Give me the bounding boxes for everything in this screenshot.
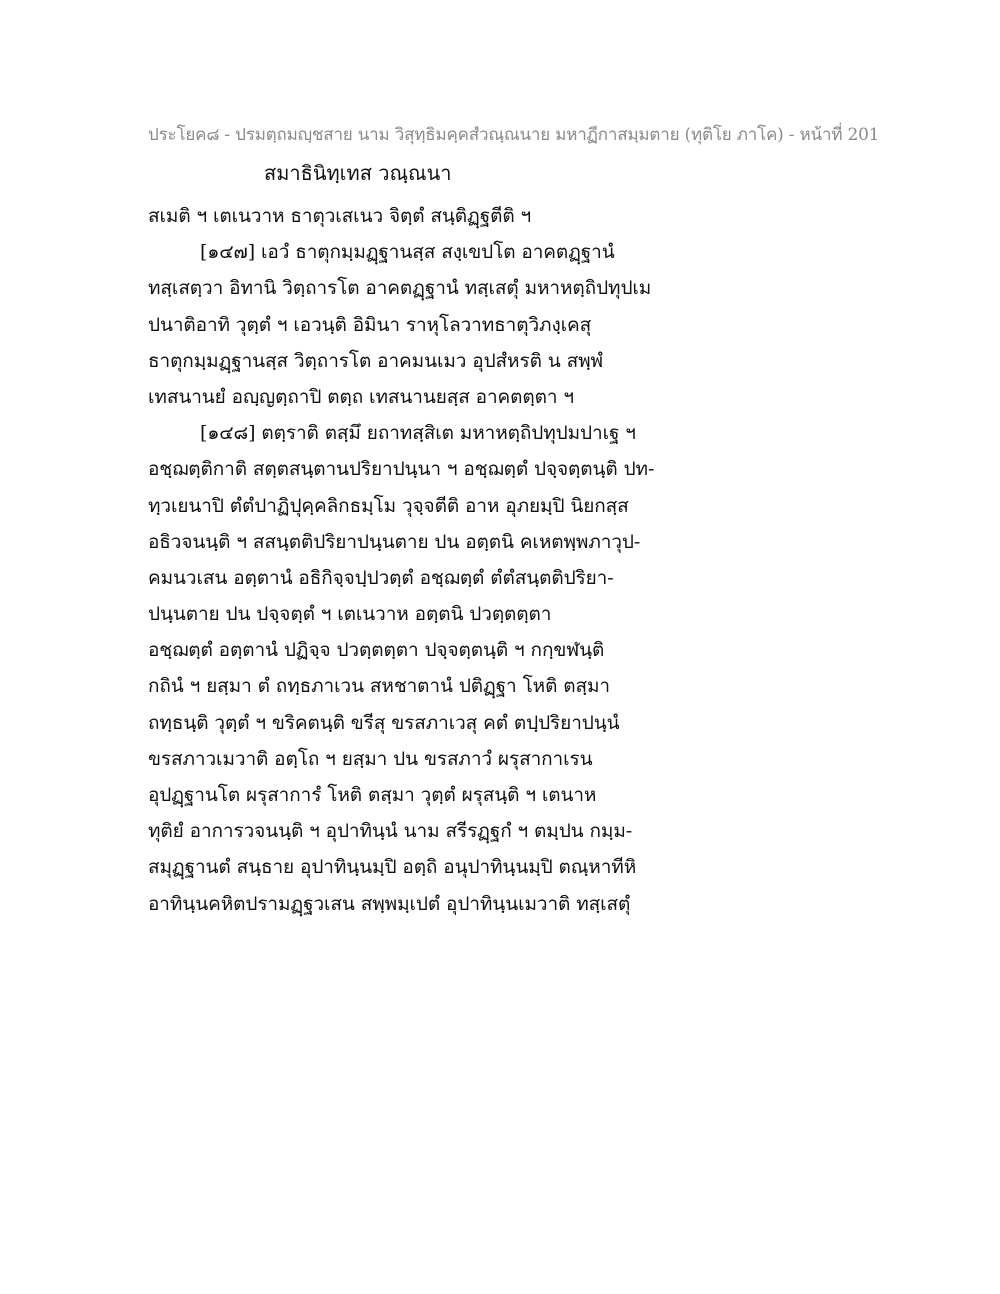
text-line: ทสฺเสตฺวา อิทานิ วิตฺถารโต อาคตฏฺฐานํ ทสฺเสตุํ มหาหตฺถิปทุปเม (148, 277, 652, 300)
text-line: อาทินฺนคหิตปรามฏฺฐวเสน สพฺพมฺเปตํ อุปาทินฺนเมวาติ ทสฺเสตุํ (148, 892, 631, 915)
text-line: อุปฏฺฐานโต ผรุสาการํ โหติ ตสฺมา วุตฺตํ ผรุสนฺติ ฯ เตนาห (148, 784, 597, 806)
text-line: ถทฺธนฺติ วุตฺตํ ฯ ขริคตนฺติ ขรีสุ ขรสภาเวสุ คตํ ตปฺปริยาปนฺนํ (148, 711, 620, 734)
text-line: อธิวจนนฺติ ฯ สสนฺตติปริยาปนฺนตาย ปน อตฺตนิ คเหตพฺพภาวุป- (148, 530, 641, 553)
text-line: สมุฏฺฐานตํ สนฺธาย อุปาทินฺนมฺปิ อตฺถิ อนุปาทินฺนมฺปิ ตณฺหาทีหิ (148, 856, 637, 879)
text-line: ทฺวเยนาปิ ตํตํปาฏิปุคฺคลิกธมฺโม วุจฺจตีติ อาห อุภยมฺปิ นิยกสฺส (148, 494, 629, 517)
text-line: อชฺฌตฺติกาติ สตฺตสนฺตานปริยาปนฺนา ฯ อชฺฌตฺตํ ปจฺจตฺตนฺติ ปท- (148, 458, 655, 481)
text-line: เทสนานยํ อญฺญตฺถาปิ ตตฺถ เทสนานยสฺส อาคตตฺตา ฯ (148, 385, 574, 408)
text-line: ทุติยํ อาการวจนนฺติ ฯ อุปาทินฺนํ นาม สรีรฏฺฐกํ ฯ ตมฺปน กมฺม- (148, 820, 633, 843)
text-line: ปนฺนตาย ปน ปจฺจตฺตํ ฯ เตเนวาห อตฺตนิ ปวตฺตตฺตา (148, 603, 552, 626)
text-line: ขรสภาวเมวาติ อตฺโถ ฯ ยสฺมา ปน ขรสภาวํ ผรุสากาเรน (148, 747, 593, 770)
text-line: ปนาติอาทิ วุตฺตํ ฯ เอวนฺติ อิมินา ราหุโลวาทธาตุวิภงฺเคสุ (148, 313, 592, 336)
text-line: สเมติ ฯ เตเนวาห ธาตุวเสเนว จิตฺตํ สนฺติฏฺฐตีติ ฯ (148, 205, 532, 227)
text-line: อชฺฌตฺตํ อตฺตานํ ปฏิจฺจ ปวตฺตตฺตา ปจฺจตฺตนฺติ ฯ กกฺขฬนฺติ (148, 639, 605, 662)
text-line: คมนวเสน อตฺตานํ อธิกิจฺจปฺปวตฺตํ อชฺฌตฺตํ ตํตํสนฺตติปริยา- (148, 566, 614, 589)
body-text (148, 198, 868, 922)
paragraph-148-start: [๑๔๘] ตตฺราติ ตสฺมึ ยถาทสฺสิเต มหาหตฺถิปทุปมปาเฐ ฯ (200, 422, 636, 445)
text-line: กถินํ ฯ ยสฺมา ตํ ถทฺธภาเวน สหชาตานํ ปติฏฺฐา โหติ ตสฺมา (148, 675, 611, 698)
paragraph-147-start: [๑๔๗] เอวํ ธาตุกมฺมฏฺฐานสฺส สงฺเขปโต อาคตฏฺฐานํ (200, 241, 615, 264)
running-header: ประโยค๘ - ปรมตฺถมญฺชสาย นาม วิสุทฺธิมคฺคสํวณฺณนาย มหาฏีกาสมฺมตาย (ทุติโย ภาโค) - หน้าที่ 201 (148, 125, 880, 145)
section-title: สมาธินิทฺเทส วณฺณนา (264, 161, 452, 185)
text-line: ธาตุกมฺมฏฺฐานสฺส วิตฺถารโต อาคมนเมว อุปสํหรติ น สพฺพํ (148, 349, 603, 372)
